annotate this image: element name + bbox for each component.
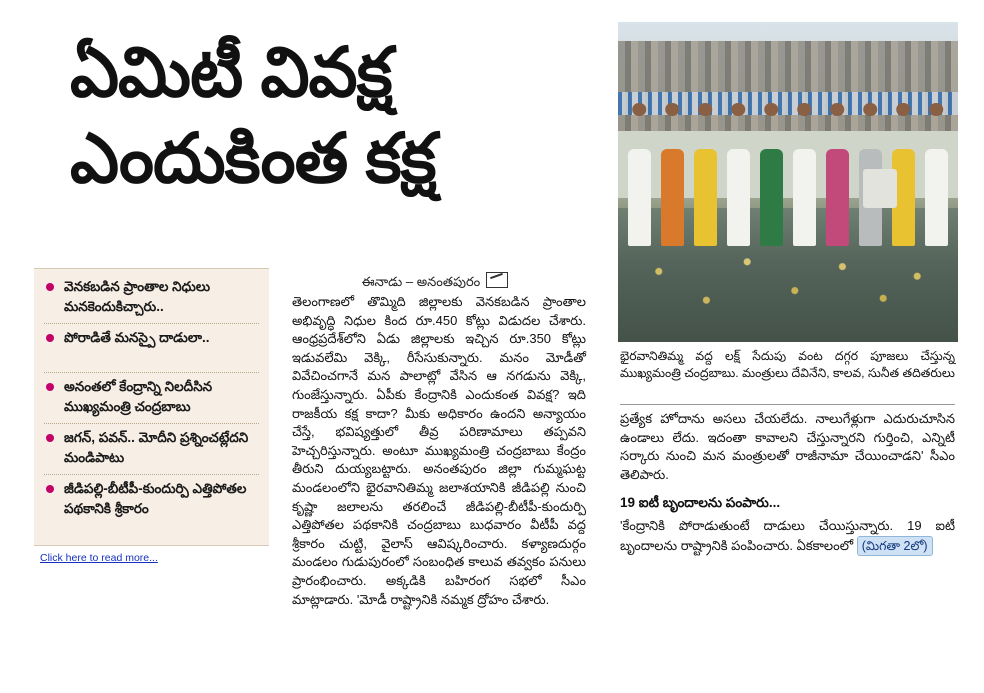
person-figure bbox=[691, 103, 720, 246]
list-item bbox=[44, 277, 259, 324]
person-head bbox=[732, 103, 746, 117]
list-item bbox=[44, 428, 259, 475]
photo-flower-petals bbox=[618, 233, 958, 329]
list-item-label: అనంతలో కేంద్రాన్ని నిలదీసిన ముఖ్యమంత్రి చంద్రబాబు bbox=[64, 379, 213, 414]
read-more-link[interactable]: Click here to read more... bbox=[40, 552, 158, 564]
photo-water-pot bbox=[863, 169, 897, 207]
person-torso bbox=[925, 149, 947, 246]
pen-icon bbox=[486, 272, 508, 288]
person-figure bbox=[922, 103, 951, 246]
list-item-label: జగన్, పవన్.. మోదీని ప్రశ్నించట్లేదని మండిపాటు bbox=[64, 430, 249, 465]
person-torso bbox=[628, 149, 650, 246]
continuation-text: 'కేంద్రానికి పోరాడుతుంటే దాడులు చేయిస్తున్నారు. 19 ఐటీ బృందాలను రాష్ట్రానికి పంపించారు. ఏకకాలంలో bbox=[620, 517, 955, 553]
bullet-dot-icon bbox=[46, 434, 54, 442]
person-head bbox=[633, 103, 647, 117]
person-head bbox=[930, 103, 944, 117]
person-figure bbox=[823, 103, 852, 246]
list-item bbox=[44, 328, 259, 373]
highlights-box bbox=[34, 268, 269, 546]
continuation-paragraph-1: ప్రత్యేక హోదాను అసలు చేయలేదు. నాలుగేళ్లుగా ఎదురుచూసిన ఉండాలు లేదు. ఇదంతా కావాలని చేస్తున్నారని గుర్తించి, ఎన్నిటీ సర్కారు నుంచి మన మంత్రులతో రాజీనామా చేయించాడని' సీఎం తెలిపారు. bbox=[620, 411, 955, 482]
person-head bbox=[798, 103, 812, 117]
list-item bbox=[44, 479, 259, 525]
person-head bbox=[864, 103, 878, 117]
person-torso bbox=[760, 149, 782, 246]
person-torso bbox=[793, 149, 815, 246]
person-head bbox=[897, 103, 911, 117]
person-head bbox=[699, 103, 713, 117]
person-torso bbox=[661, 149, 683, 246]
byline bbox=[290, 272, 580, 293]
headline-line-2: ఎందుకింత కక్ష bbox=[70, 120, 436, 197]
bullet-dot-icon bbox=[46, 485, 54, 493]
person-figure bbox=[724, 103, 753, 246]
list-item-label: పోరాడితే మనస్పై దాడులా.. bbox=[64, 330, 210, 345]
person-torso bbox=[694, 149, 716, 246]
photo-people-group bbox=[625, 80, 951, 246]
person-head bbox=[666, 103, 680, 117]
person-torso bbox=[727, 149, 749, 246]
divider bbox=[620, 404, 955, 405]
sub-heading: 19 ఐటీ బృందాలను పంపారు... bbox=[620, 495, 781, 511]
list-item-label: వెనకబడిన ప్రాంతాల నిధులు మనకెందుకిచ్చారు.. bbox=[64, 279, 211, 314]
continuation-paragraph-2 bbox=[620, 517, 955, 556]
byline-text: ఈనాడు – అనంతపురం bbox=[361, 274, 481, 289]
person-head bbox=[831, 103, 845, 117]
page-title bbox=[70, 30, 630, 202]
bullet-dot-icon bbox=[46, 283, 54, 291]
person-head bbox=[765, 103, 779, 117]
person-torso bbox=[826, 149, 848, 246]
person-figure bbox=[625, 103, 654, 246]
headline-line-1: ఏమిటీ వివక్ష bbox=[70, 34, 392, 111]
bullet-dot-icon bbox=[46, 383, 54, 391]
photo-caption: భైరవానితిమ్మ వద్ద లక్ష్ సేదుపు వంట దగ్గర పూజలు చేస్తున్న ముఖ్యమంత్రి చంద్రబాబు. మంత్రులు దేవినేని, కాలవ, సునీత తదితరులు bbox=[620, 349, 955, 380]
person-figure bbox=[790, 103, 819, 246]
article-continuation bbox=[620, 410, 955, 556]
person-figure bbox=[658, 103, 687, 246]
article-photo bbox=[618, 22, 958, 342]
person-figure bbox=[757, 103, 786, 246]
article-body: తెలంగాణలో తొమ్మిది జిల్లాలకు వెనకబడిన ప్రాంతాల అభివృద్ధి నిధుల కింద రూ.450 కోట్లు విడుదల చేశారు. ఆంధ్రప్రదేశ్‌లోని ఏడు జిల్లాలకు ఇచ్చిన రూ.350 కోట్లు ఇడువలేమి వెక్కి, రీసేసుకున్నారు. మనం మోడీతో వివేచించగానే మన పాలాట్లో వేసిన ఆ నగడును వెక్కి, గుంజేస్తున్నారు. ఏపీకు కేంద్రానికి ఎందుకంత వివక్ష? ఇది రాజకీయ కక్ష కాదా? మీకు అధికారం ఉందని అన్యాయం చేస్తే, భవిష్యత్తులో తీవ్ర పరిణామాలు తప్పవని హెచ్చరిస్తున్నారు. అంటూ ముఖ్యమంత్రి చంద్రబాబు కేంద్రం తీరుని దుయ్యబట్టారు. అనంతపురం జిల్లా గుమ్మఘట్ట మండలంలోని భైరవానితిమ్మ జలాశయానికి జీడిపల్లి నుంచి కృష్ణా జలాలను తరలించే జీడిపల్లి-బీటీపీ-కుందుర్పి ఎత్తిపోతల పథకానికి చంద్రబాబు బుధవారం వీటీపీ వద్ద శ్రీకారం చుట్టి, వైలాస్ ఆవిష్కరించారు. కళ్యాణదుర్గం మండలం గుడుపురంలో సంబంధిత కాలువ తవ్వకం పనులు ప్రారంభించారు. అక్కడికి బహిరంగ సభలో సీఎం మాట్లాడారు. 'మోడీ రాష్ట్రానికి నమ్మక ద్రోహం చేశారు. bbox=[292, 294, 586, 607]
list-item-label: జీడిపల్లి-బీటీపీ-కుందుర్పి ఎత్తిపోతల పథకానికి శ్రీకారం bbox=[64, 481, 247, 516]
continued-badge: (మిగతా 2లో) bbox=[857, 536, 933, 557]
list-item bbox=[44, 377, 259, 424]
bullet-dot-icon bbox=[46, 334, 54, 342]
